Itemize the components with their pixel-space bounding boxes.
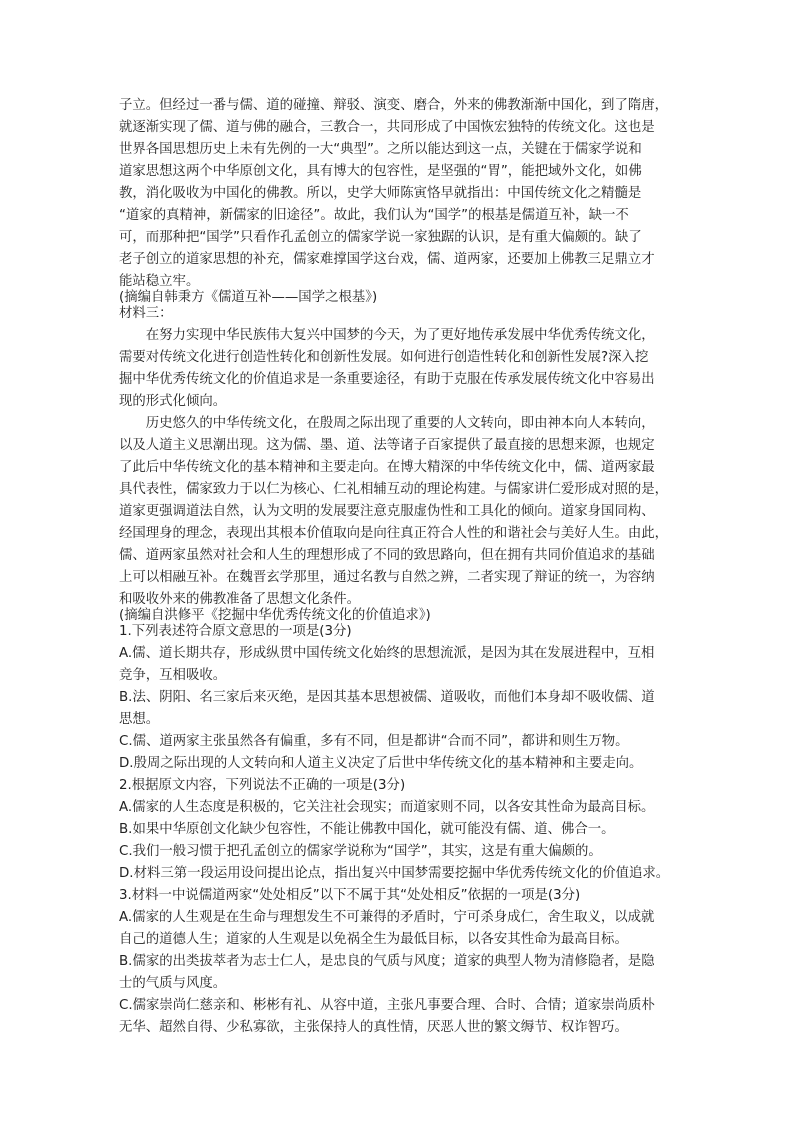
option-line: C.我们一般习惯于把孔孟创立的儒家学说称为“国学”，其实，这是有重大偏颇的。 <box>119 844 602 859</box>
text-line: 可，而那种把“国学”只看作孔孟创立的儒家学说一家独踞的认识，是有重大偏颇的。缺了 <box>119 230 642 245</box>
section-heading: 材料三： <box>119 306 173 321</box>
option-line: B.儒家的出类拔萃者为志士仁人，是忠良的气质与风度；道家的典型人物为清修隐者，是隐 <box>119 954 655 969</box>
question-stem: 1.下列表述符合原文意思的一项是(3分) <box>119 624 352 639</box>
option-line: B.如果中华原创文化缺少包容性，不能让佛教中国化，就可能没有儒、道、佛合一。 <box>119 822 615 837</box>
text-line: 老子创立的道家思想的补充，儒家难撑国学这台戏，儒、道两家，还要加上佛教三足鼎立才 <box>119 252 655 267</box>
text-line: 教，消化吸收为中国化的佛教。所以，史学大师陈寅恪早就指出：中国传统文化之精髓是 <box>119 186 642 201</box>
text-line: 就逐渐实现了儒、道与佛的融合，三教合一，共同形成了中国恢宏独特的传统文化。这也是 <box>119 120 655 135</box>
text-line: 能站稳立牢。 <box>119 274 200 289</box>
option-line: A.儒、道长期共存，形成纵贯中国传统文化始终的思想流派，是因为其在发展进程中，互相 <box>119 646 655 661</box>
option-line: D.殷周之际出现的人文转向和人道主义决定了后世中华传统文化的基本精神和主要走向。 <box>119 756 643 771</box>
text-line: 子立。但经过一番与儒、道的碰撞、辩驳、演变、磨合，外来的佛教渐渐中国化，到了隋唐， <box>119 98 669 113</box>
option-line: 自己的道德人生；道家的人生观是以免祸全生为最低目标，以各安其性命为最高目标。 <box>119 932 628 947</box>
text-line: 历史悠久的中华传统文化，在殷周之际出现了重要的人文转向，即由神本向人本转向， <box>119 416 655 431</box>
source-citation: (摘编自韩秉方《儒道互补——国学之根基》) <box>119 290 378 305</box>
text-line: 儒、道两家虽然对社会和人生的理想形成了不同的致思路向，但在拥有共同价值追求的基础 <box>119 548 655 563</box>
option-line: D.材料三第一段运用设问提出论点，指出复兴中国梦需要挖掘中华优秀传统文化的价值追求。 <box>119 866 670 881</box>
text-line: 经国理身的理念，表现出其根本价值取向是向往真正符合人性的和谐社会与美好人生。由此， <box>119 526 669 541</box>
option-line: 思想。 <box>119 712 160 727</box>
text-line: 世界各国思想历史上未有先例的一大“典型”。之所以能达到这一点，关键在于儒家学说和 <box>119 142 642 157</box>
text-line: 了此后中华传统文化的基本精神和主要走向。在博大精深的中华传统文化中，儒、道两家最 <box>119 460 655 475</box>
text-line: 需要对传统文化进行创造性转化和创新性发展。如何进行创造性转化和创新性发展?深入挖 <box>119 350 649 365</box>
text-line: 在努力实现中华民族伟大复兴中国梦的今天，为了更好地传承发展中华优秀传统文化， <box>119 328 655 343</box>
text-line: 以及人道主义思潮出现。这为儒、墨、道、法等诸子百家提供了最直接的思想来源，也规定 <box>119 438 655 453</box>
text-line: 道家思想这两个中华原创文化，具有博大的包容性，是坚强的“胃”，能把域外文化，如佛 <box>119 164 642 179</box>
text-line: 掘中华优秀传统文化的价值追求是一条重要途径，有助于克服在传承发展传统文化中容易出 <box>119 372 655 387</box>
option-line: B.法、阴阳、名三家后来灭绝，是因其基本思想被儒、道吸收，而他们本身却不吸收儒、道 <box>119 690 655 705</box>
option-line: 竞争，互相吸收。 <box>119 668 227 683</box>
text-line: 上可以相融互补。在魏晋玄学那里，通过名教与自然之辨，二者实现了辩证的统一，为容纳 <box>119 570 655 585</box>
text-line: 道家更强调道法自然，认为文明的发展要注意克服虚伪性和工具化的倾向。道家身国同构、 <box>119 504 655 519</box>
question-stem: 3.材料一中说儒道两家“处处相反”以下不属于其“处处相反”依据的一项是(3分) <box>119 888 581 903</box>
option-line: A.儒家的人生态度是积极的，它关注社会现实；而道家则不同，以各安其性命为最高目标。 <box>119 800 655 815</box>
option-line: 士的气质与风度。 <box>119 976 227 991</box>
text-line: “道家的真精神，新儒家的旧途径”。故此，我们认为“国学”的根基是儒道互补，缺一不 <box>119 208 629 223</box>
option-line: C.儒、道两家主张虽然各有偏重，多有不同，但是都讲“合而不同”，都讲和则生万物。 <box>119 734 629 749</box>
source-citation: (摘编自洪修平《挖掘中华优秀传统文化的价值追求》) <box>119 608 431 623</box>
option-line: 无华、超然自得、少私寡欲，主张保持人的真性情，厌恶人世的繁文缛节、权诈智巧。 <box>119 1020 628 1035</box>
text-line: 现的形式化倾向。 <box>119 394 227 409</box>
option-line: A.儒家的人生观是在生命与理想发生不可兼得的矛盾时，宁可杀身成仁，舍生取义，以成就 <box>119 910 655 925</box>
question-stem: 2.根据原文内容，下列说法不正确的一项是(3分) <box>119 778 406 793</box>
option-line: C.儒家崇尚仁慈亲和、彬彬有礼、从容中道，主张凡事要合理、合时、合情；道家崇尚质朴 <box>119 998 655 1013</box>
text-line: 具代表性，儒家致力于以仁为核心、仁礼相辅互动的理论构建。与儒家讲仁爱形成对照的是， <box>119 482 669 497</box>
text-line: 和吸收外来的佛教准备了思想文化条件。 <box>119 592 361 607</box>
